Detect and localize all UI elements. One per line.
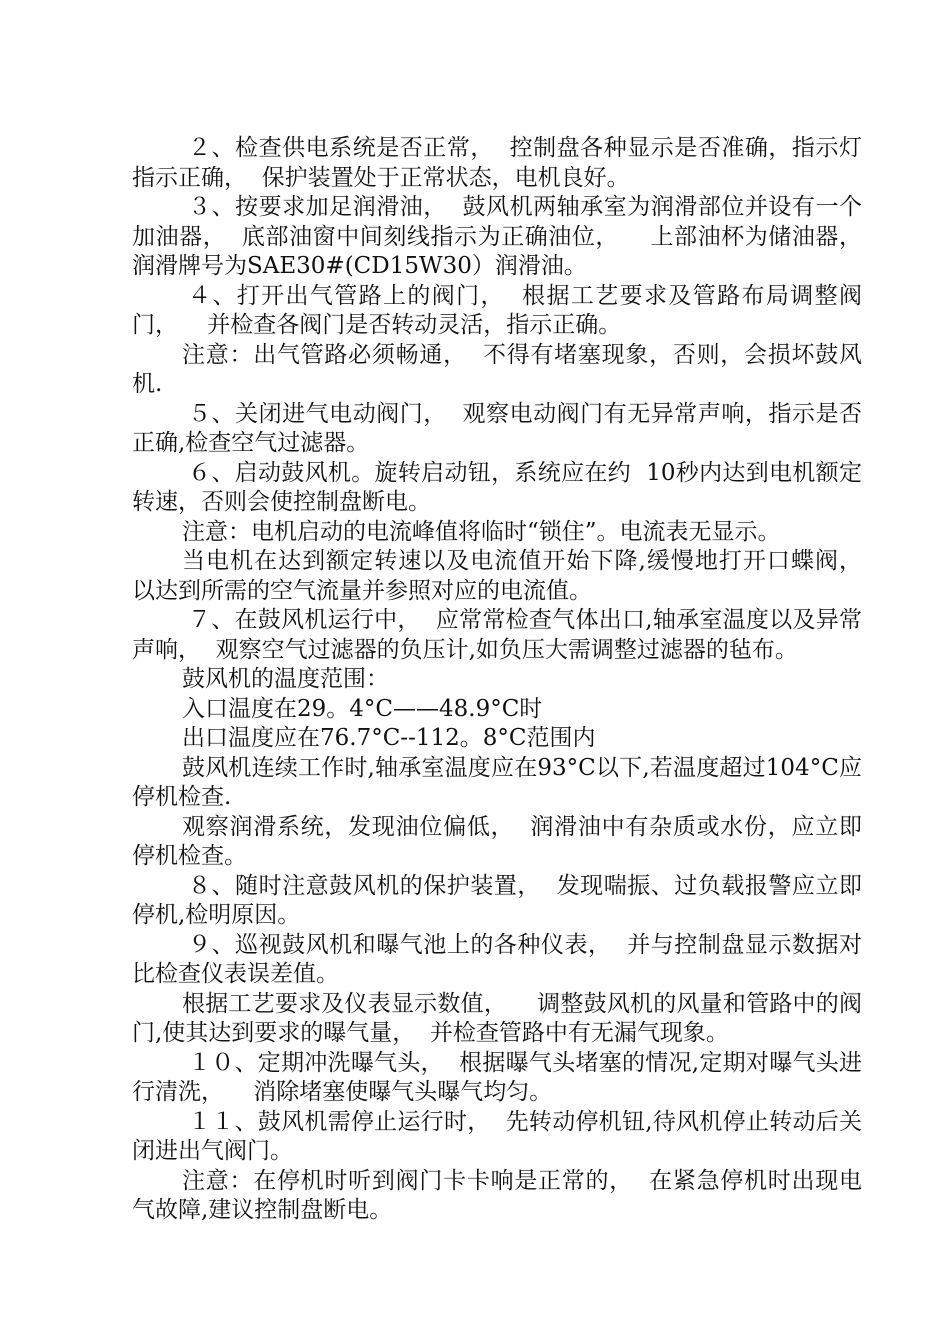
paragraph-step-2: ２、检查供电系统是否正常， 控制盘各种显示是否准确，指示灯指示正确， 保护装置处于正常状态，电机良好。 [132, 135, 862, 191]
paragraph-step-7: ７、在鼓风机运行中， 应常常检查气体出口,轴承室温度以及异常声响， 观察空气过滤器的负压计,如负压大需调整过滤器的毡布。 [132, 607, 862, 663]
document-page [132, 134, 892, 1226]
paragraph-airflow-adjust: 根据工艺要求及仪表显示数值， 调整鼓风机的风量和管路中的阀门,使其达到要求的曝气量， 并检查管路中有无漏气现象。 [132, 990, 862, 1046]
paragraph-bearing-temperature: 鼓风机连续工作时,轴承室温度应在93°C以下,若温度超过104°C应停机检查. [132, 754, 862, 810]
paragraph-note-shutdown: 注意：在停机时听到阀门卡卡响是正常的， 在紧急停机时出现电气故障,建议控制盘断电。 [132, 1167, 862, 1223]
paragraph-step-10: １０、定期冲洗曝气头， 根据曝气头堵塞的情况,定期对曝气头进行清洗， 消除堵塞使曝气头曝气均匀。 [132, 1049, 862, 1105]
paragraph-step-6: ６、启动鼓风机。旋转启动钮，系统应在约 10秒内达到电机额定转速，否则会使控制盘断电。 [132, 459, 862, 515]
paragraph-outlet-temperature: 出口温度应在76.7°C--112。8°C范围内 [182, 725, 596, 751]
paragraph-step-5: ５、关闭进气电动阀门， 观察电动阀门有无异常声响，指示是否正确,检查空气过滤器。 [132, 400, 862, 456]
paragraph-note-startup: 注意：电机启动的电流峰值将临时“锁住”。电流表无显示。 [182, 518, 781, 545]
paragraph-step-9: ９、巡视鼓风机和曝气池上的各种仪表， 并与控制盘显示数据对比检查仪表误差值。 [132, 931, 862, 987]
paragraph-note-outlet: 注意：出气管路必须畅通， 不得有堵塞现象，否则，会损坏鼓风机. [132, 341, 862, 397]
paragraph-step-4: ４、打开出气管路上的阀门， 根据工艺要求及管路布局调整阀门， 并检查各阀门是否转动灵活，指示正确。 [132, 282, 862, 338]
paragraph-valve-opening: 当电机在达到额定转速以及电流值开始下降,缓慢地打开口蝶阀， 以达到所需的空气流量并参照对应的电流值。 [132, 548, 877, 604]
paragraph-inlet-temperature: 入口温度在29。4°C——48.9°C时 [182, 695, 543, 722]
paragraph-step-3: ３、按要求加足润滑油， 鼓风机两轴承室为润滑部位并设有一个加油器， 底部油窗中间刻线指示为正确油位， 上部油杯为储油器， 润滑牌号为SAE30#(CD15W30）润滑油。 [132, 194, 892, 279]
paragraph-step-11: １１、鼓风机需停止运行时， 先转动停机钮,待风机停止转动后关闭进出气阀门。 [132, 1108, 862, 1164]
paragraph-temperature-heading: 鼓风机的温度范围： [182, 666, 389, 692]
paragraph-step-8: ８、随时注意鼓风机的保护装置， 发现喘振、过负载报警应立即停机,检明原因。 [132, 872, 862, 928]
paragraph-lubrication-check: 观察润滑系统，发现油位偏低， 润滑油中有杂质或水份，应立即停机检查。 [132, 813, 862, 869]
